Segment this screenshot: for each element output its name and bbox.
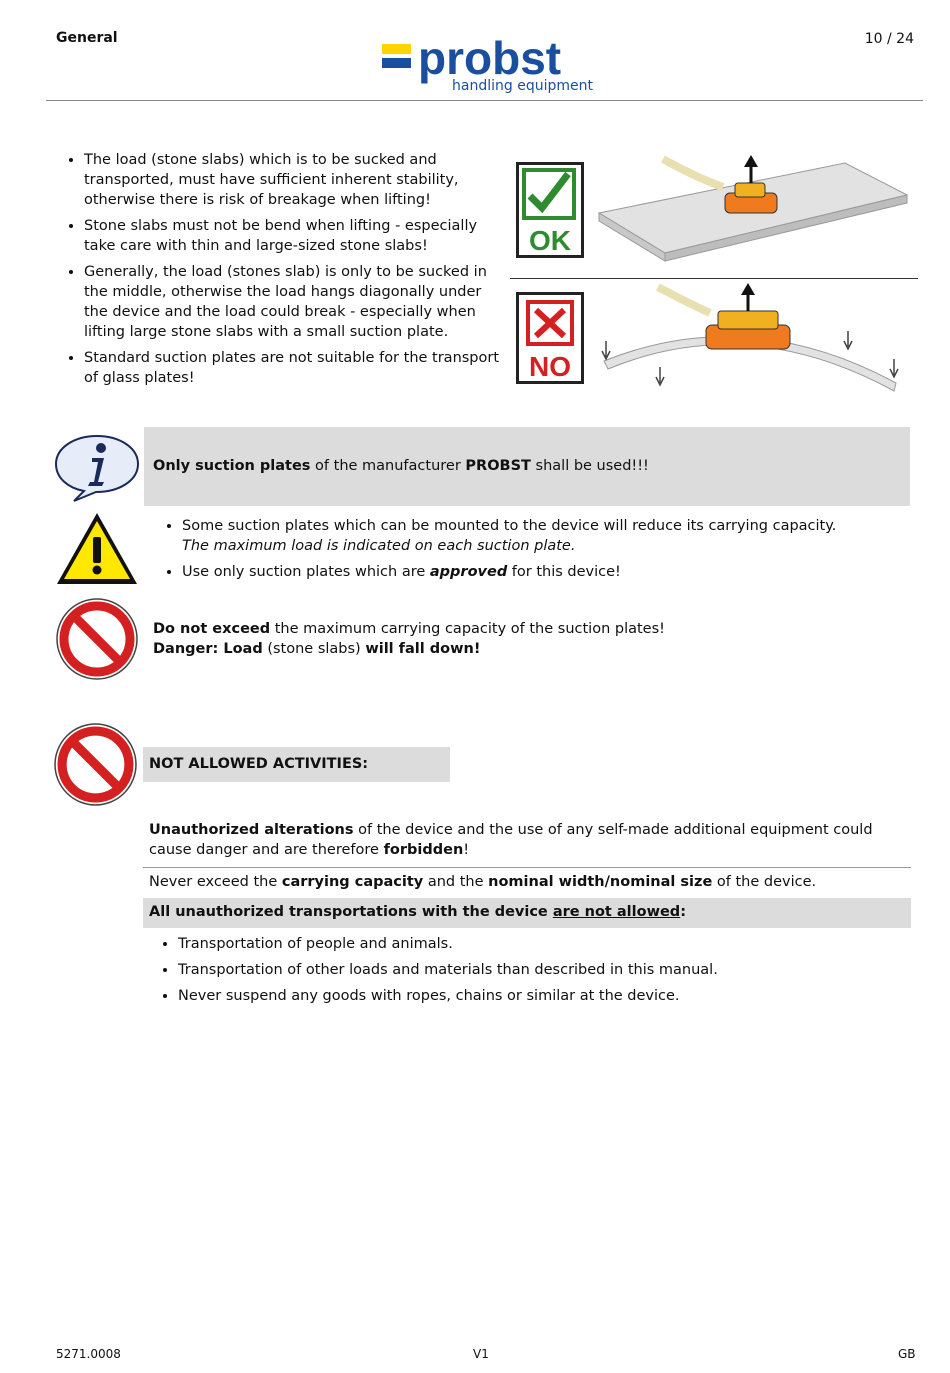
no-cross-icon	[516, 292, 584, 384]
section-divider	[143, 867, 911, 868]
intro-list	[56, 150, 502, 394]
prohibition-icon	[53, 722, 138, 807]
info-text: Only suction plates of the manufacturer PROBST shall be used!!!	[153, 458, 649, 474]
not-allowed-list	[148, 934, 908, 1012]
ok-label: OK	[529, 225, 571, 256]
list-item: • Never suspend any goods with ropes, chains or similar at the device.	[178, 986, 908, 1006]
language-label: GB	[898, 1347, 916, 1361]
flat-slab-illustration	[595, 155, 915, 267]
info-speech-bubble-icon	[54, 434, 140, 504]
list-item: • Transportation of people and animals.	[178, 934, 908, 954]
list-item: • Stone slabs must not be bend when lifting - especially take care with thin and large-sized stone slabs!	[84, 216, 502, 256]
not-allowed-heading: NOT ALLOWED ACTIVITIES:	[149, 756, 369, 772]
unauthorized-alterations-text: Unauthorized alterations of the device and the use of any self-made additional equipment could cause danger and are therefore forbidden!	[149, 822, 873, 858]
logo-name: probst	[418, 36, 562, 84]
capacity-text: Never exceed the carrying capacity and the nominal width/nominal size of the device.	[149, 874, 817, 890]
list-item: • Standard suction plates are not suitable for the transport of glass plates!	[84, 348, 502, 388]
page-number: 10 / 24	[864, 31, 914, 47]
figure-divider	[510, 278, 918, 279]
list-item: • The load (stone slabs) which is to be sucked and transported, must have sufficient inherent stability, otherwise there is risk of breakage when lifting!	[84, 150, 502, 210]
list-item: • Generally, the load (stones slab) is only to be sucked in the middle, otherwise the load hangs diagonally under the device and the load could break - especially when lifting large stone slabs with a small suction plate.	[84, 262, 502, 342]
no-label: NO	[529, 351, 571, 382]
probst-logo	[382, 36, 597, 96]
ok-check-icon	[516, 162, 584, 258]
logo-tagline: handling equipment	[452, 78, 593, 94]
section-title: General	[56, 30, 118, 46]
version-label: V1	[473, 1347, 489, 1361]
prohibition-text: Do not exceed the maximum carrying capacity of the suction plates! Danger: Load (stone slabs) will fall down!	[153, 621, 665, 657]
header-divider	[46, 100, 923, 101]
warning-list	[150, 516, 910, 588]
transportation-heading: All unauthorized transportations with the device are not allowed:	[149, 904, 687, 920]
bent-slab-illustration	[598, 283, 918, 395]
list-item: • Use only suction plates which are approved for this device!	[182, 562, 910, 582]
list-item: • Transportation of other loads and materials than described in this manual.	[178, 960, 908, 980]
list-item: • Some suction plates which can be mounted to the device will reduce its carrying capacity. The maximum load is indicated on each suction plate.	[182, 516, 910, 556]
document-number: 5271.0008	[56, 1347, 121, 1361]
prohibition-icon	[55, 597, 139, 681]
warning-triangle-icon	[55, 511, 139, 587]
